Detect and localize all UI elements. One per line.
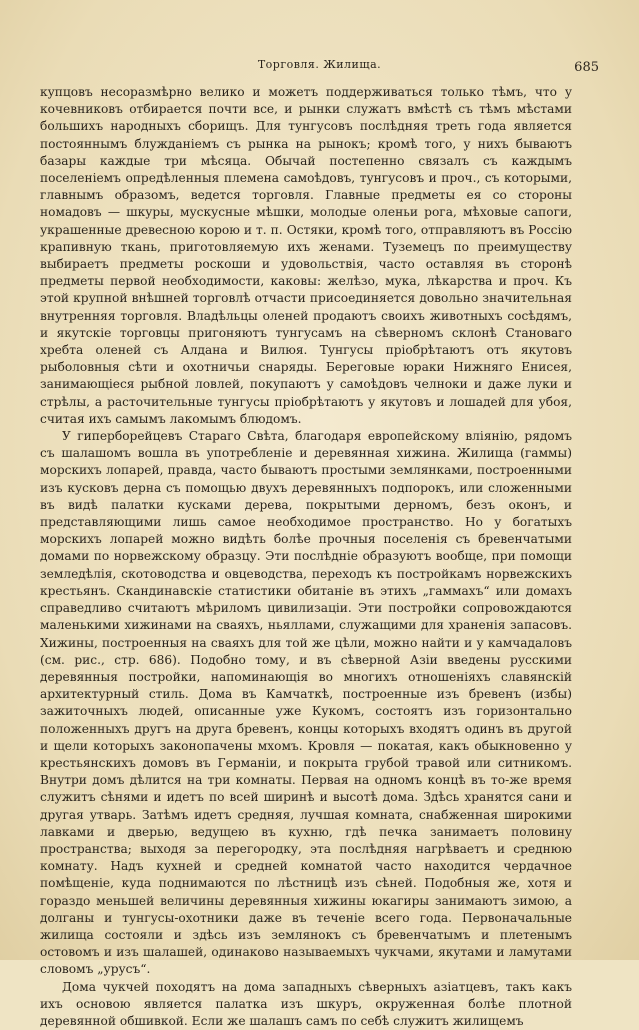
paragraph-trade: купцовъ несоразмѣрно велико и можетъ поддерживаться только тѣмъ, что у кочевниковъ отбирается почти все, и рынки служатъ вмѣстѣ съ тѣмъ мѣстами большихъ народныхъ сборищъ. Для тунгусовъ послѣдняя треть года является постояннымъ блужданіемъ съ рынка на рынокъ; кромѣ того, у нихъ бываютъ базары каждые три мѣсяца. Обычай постепенно связалъ съ каждымъ поселеніемъ опредѣленныя племена самоѣдовъ, тунгусовъ и проч., съ которыми, главнымъ образомъ, ведется торговля. Главные предметы ея со стороны номадовъ — шкуры, мускусные мѣшки, молодые оленьи рога, мѣховые сапоги, украшенные древесною корою и т. п. Остяки, кромѣ того, отправляютъ въ Россію крапивную ткань, приготовляемую ихъ женами. Туземецъ по преимуществу выбираетъ предметы роскоши и удовольствія, часто оставляя въ сторонѣ предметы первой необходимости, каковы: желѣзо, мука, лѣкарства и проч. Къ этой крупной внѣшней торговлѣ отчасти присоединяется довольно значительная внутренняя торговля. Владѣльцы оленей продаютъ своихъ животныхъ сосѣдямъ, и якутскіе торговцы пригоняютъ тунгусамъ на сѣверномъ склонѣ Становаго хребта оленей съ Алдана и Вилюя. Тунгусы пріобрѣтаютъ отъ якутовъ рыболовныя сѣти и охотничьи снаряды. Береговые юраки Нижняго Енисея, занимающіеся рыбной ловлей, покупаютъ у самоѣдовъ челноки и даже луки и стрѣлы, а расточительные тунгусы пріобрѣтаютъ у якутовъ и лошадей для убоя, считая ихъ самымъ лакомымъ блюдомъ.	[40, 85, 572, 426]
page-number: 685	[574, 60, 599, 75]
paragraph-chukchi-houses: Дома чукчей походятъ на дома западныхъ сѣверныхъ азіатцевъ, такъ какъ ихъ основою является палатка изъ шкуръ, окруженная болѣе плотной деревянной обшивкой. Если же шалашъ самъ по себѣ служитъ жилищемъ	[40, 979, 572, 1028]
paragraph-dwellings: У гиперборейцевъ Стараго Свѣта, благодаря европейскому вліянію, рядомъ съ шалашомъ вошла въ употребленіе и деревянная хижина. Жилища (гаммы) морскихъ лопарей, правда, часто бываютъ простыми землянками, построенными изъ кусковъ дерна съ помощью двухъ деревянныхъ подпорокъ, или сложенными въ видѣ палатки кусками дерева, покрытыми дерномъ, безъ оконъ, и представляющими лишь самое необходимое пространство. Но у богатыхъ морскихъ лопарей можно видѣть болѣе прочныя поселенія съ бревенчатыми домами по норвежскому образцу. Эти послѣдніе образуютъ вообще, при помощи земледѣлія, скотоводства и овцеводства, переходъ къ постройкамъ норвежскихъ крестьянъ. Скандинавскіе статистики обитаніе въ этихъ „гаммахъ“ или домахъ справедливо считаютъ мѣриломъ цивилизаціи. Эти постройки сопровождаются маленькими хижинами на сваяхъ, ньяллами, служащими для храненія запасовъ. Хижины, построенныя на сваяхъ для той же цѣли, можно найти и у камчадаловъ (см. рис., стр. 686). Подобно тому, и въ сѣверной Азіи введены русскими деревянныя постройки, напоминающія во многихъ отношеніяхъ славянскій архитектурный стиль. Дома въ Камчаткѣ, построенные изъ бревенъ (избы) зажиточныхъ людей, описанные уже Кукомъ, состоятъ изъ горизонтально положенныхъ другъ на друга бревенъ, концы которыхъ входятъ одинъ въ другой и щели которыхъ законопачены мхомъ. Кровля — покатая, какъ обыкновенно у крестьянскихъ домовъ въ Германіи, и покрыта грубой травой или ситникомъ. Внутри домъ дѣлится на три комнаты. Первая на одномъ концѣ въ то-же время служитъ сѣнями и идетъ по всей ширинѣ и высотѣ дома. Здѣсь хранятся сани и другая утварь. Затѣмъ идетъ средняя, лучшая комната, снабженная широкими лавками и дверью, ведущею въ кухню, гдѣ печка занимаетъ половину пространства; выходя за перегородку, эта послѣдняя нагрѣваетъ и среднюю комнату. Надъ кухней и средней комнатой часто находится чердачное помѣщеніе, куда поднимаются по лѣстницѣ изъ сѣней. Подобныя же, хотя и гораздо меньшей величины деревянныя хижины юкагиры занимаютъ зимою, а долганы и тунгусы-охотники даже въ теченіе всего года. Первоначальные жилища состояли и здѣсь изъ землянокъ съ бревенчатымъ и плетенымъ остовомъ и изъ шалашей, одинаково называемыхъ чукчами, якутами и ламутами словомъ „урусъ“.	[40, 429, 572, 977]
body-text	[40, 84, 572, 1030]
page-header	[40, 58, 599, 78]
running-title: Торговля. Жилища.	[257, 58, 382, 71]
